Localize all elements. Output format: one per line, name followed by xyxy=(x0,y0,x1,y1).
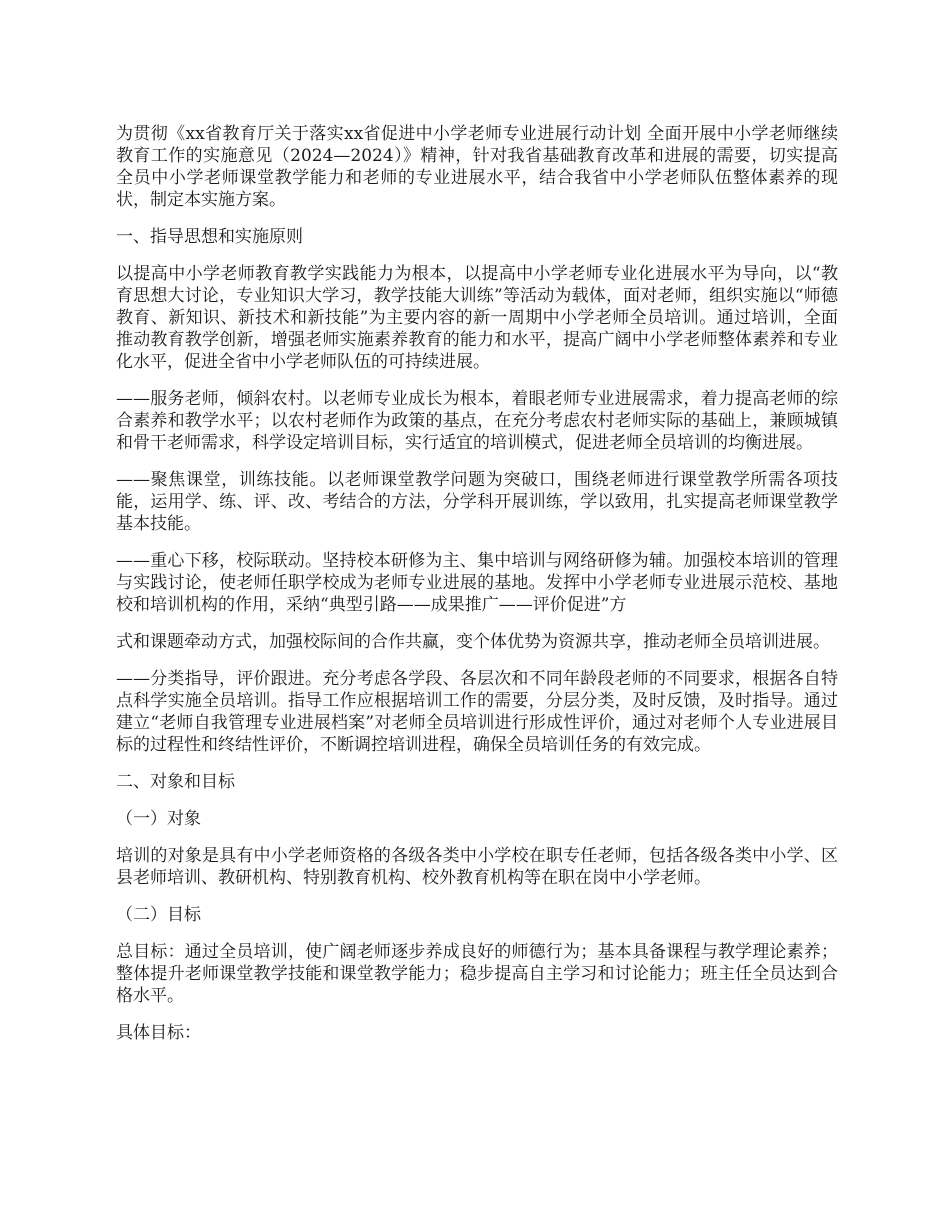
document-page xyxy=(116,123,838,1059)
guiding-thought-paragraph: 以提高中小学老师教育教学实践能力为根本，以提高中小学老师专业化进展水平为导向，以“教育思想大讨论，专业知识大学习，教学技能大训练”等活动为载体，面对老师，组织实施以“师德教育、新知识、新技术和新技能”为主要内容的新一周期中小学老师全员培训。通过培训，全面推动教育教学创新，增强老师实施素养教育的能力和水平，提高广阔中小学老师整体素养和专业化水平，促进全省中小学老师队伍的可持续进展。 xyxy=(116,264,838,372)
subheading-objects: （一）对象 xyxy=(116,809,201,829)
specific-goal-label: 具体目标： xyxy=(116,1023,201,1043)
objects-paragraph: 培训的对象是具有中小学老师资格的各级各类中小学校在职专任老师，包括各级各类中小学、区县老师培训、教研机构、特别教育机构、校外教育机构等在职在岗中小学老师。 xyxy=(116,846,838,888)
principle-classified-guidance: ——分类指导，评价跟进。充分考虑各学段、各层次和不同年龄段老师的不同要求，根据各自特点科学实施全员培训。指导工作应根据培训工作的需要，分层分类，及时反馈，及时指导。通过建立“老师自我管理专业进展档案”对老师全员培训进行形成性评价，通过对老师个人专业进展目标的过程性和终结性评价，不断调控培训进程，确保全员培训任务的有效完成。 xyxy=(116,669,838,755)
principle-serve-teachers: ——服务老师，倾斜农村。以老师专业成长为根本，着眼老师专业进展需求，着力提高老师的综合素养和教学水平；以农村老师作为政策的基点，在充分考虑农村老师实际的基础上，兼顾城镇和骨干老师需求，科学设定培训目标，实行适宜的培训模式，促进老师全员培训的均衡进展。 xyxy=(116,389,838,453)
principle-focus-classroom: ——聚焦课堂，训练技能。以老师课堂教学问题为突破口，围绕老师进行课堂教学所需各项技能，运用学、练、评、改、考结合的方法，分学科开展训练，学以致用，扎实提高老师课堂教学基本技能。 xyxy=(116,470,838,534)
section-heading-objects-goals: 二、对象和目标 xyxy=(116,772,235,792)
principle-school-linkage-part2: 式和课题牵动方式，加强校际间的合作共赢，变个体优势为资源共享，推动老师全员培训进展。 xyxy=(116,632,830,652)
overall-goal-paragraph: 总目标：通过全员培训，使广阔老师逐步养成良好的师德行为；基本具备课程与教学理论素养；整体提升老师课堂教学技能和课堂教学能力；稳步提高自主学习和讨论能力；班主任全员达到合格水平。 xyxy=(116,942,838,1006)
principle-school-linkage-part1: ——重心下移，校际联动。坚持校本研修为主、集中培训与网络研修为辅。加强校本培训的管理与实践讨论，使老师任职学校成为老师专业进展的基地。发挥中小学老师专业进展示范校、基地校和培训机构的作用，采纳“典型引路——成果推广——评价促进”方 xyxy=(116,551,838,615)
intro-paragraph: 为贯彻《xx省教育厅关于落实xx省促进中小学老师专业进展行动计划 全面开展中小学老师继续教育工作的实施意见（2024—2024）》精神，针对我省基础教育改革和进展的需要，切实提高全员中小学老师课堂教学能力和老师的专业进展水平，结合我省中小学老师队伍整体素养的现状，制定本实施方案。 xyxy=(116,124,838,210)
section-heading-guiding-principles: 一、指导思想和实施原则 xyxy=(116,227,303,247)
subheading-goals: （二）目标 xyxy=(116,905,201,925)
